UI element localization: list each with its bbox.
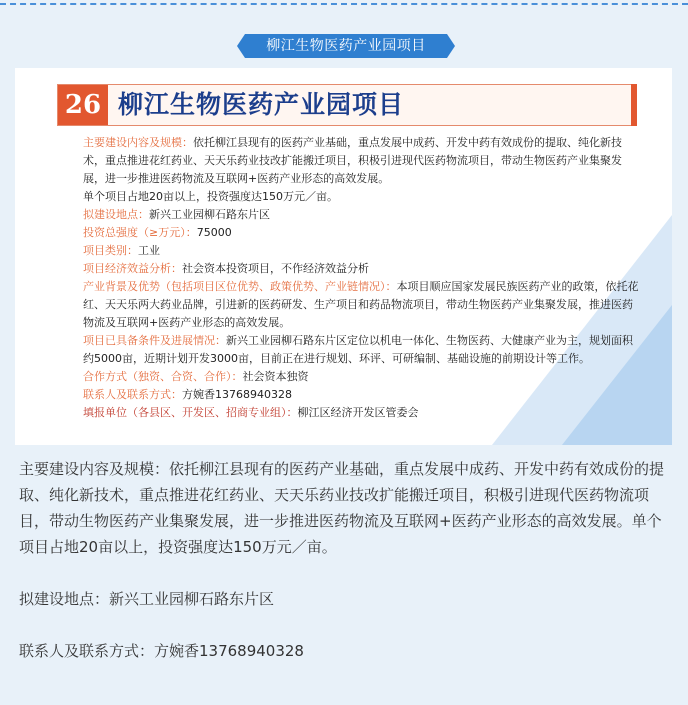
category-line xyxy=(61,242,641,260)
site-text: 新兴工业园柳石路东片区 xyxy=(149,208,270,221)
category-label: 项目类别： xyxy=(83,244,138,257)
progress-line xyxy=(61,332,641,368)
unit-text: 柳江区经济开发区管委会 xyxy=(297,406,419,419)
unit-label: 填报单位（各县区、开发区、招商专业组）： xyxy=(83,406,298,419)
paragraph-site: 拟建设地点：新兴工业园柳石路东片区 xyxy=(19,590,275,608)
scale-line xyxy=(61,188,641,206)
card-body xyxy=(61,134,641,422)
main-content-text: 依托柳江县现有的医药产业基础，重点发展中成药、开发中药有效成份的提取、纯化新技术，重点推进花红药业、天天乐药业技改扩能搬迁项目，积极引进现代医药物流项目，带动生物医药产业集聚发展，进一步推进医药物流及互联网+医药产业形态的高效发展。 xyxy=(83,136,622,185)
progress-label: 项目已具备条件及进展情况： xyxy=(83,334,226,347)
contact-line xyxy=(61,386,641,404)
benefit-text: 社会资本投资项目，不作经济效益分析 xyxy=(182,262,369,275)
dashed-divider xyxy=(0,3,688,5)
benefit-line xyxy=(61,260,641,278)
coop-text: 社会资本独资 xyxy=(242,370,309,383)
scale-text: 单个项目占地20亩以上，投资强度达150万元／亩。 xyxy=(83,190,338,203)
invest-line xyxy=(61,224,641,242)
coop-line xyxy=(61,368,641,386)
invest-text: 75000 xyxy=(196,226,232,239)
contact-label: 联系人及联系方式： xyxy=(83,388,182,401)
unit-line xyxy=(61,404,641,422)
card-header xyxy=(57,84,637,126)
site-label: 拟建设地点： xyxy=(83,208,149,221)
background-text: 本项目顺应国家发展民族医药产业的政策，依托花红、天天乐两大药业品牌，引进新的医药研发、生产项目和药品物流项目，带动生物医药产业集聚发展，推进医药物流及互联网+医药产业形态的高效发展。 xyxy=(83,280,639,329)
project-number: 26 xyxy=(58,85,108,125)
category-text: 工业 xyxy=(138,244,160,257)
paragraph-contact: 联系人及联系方式：方婉香13768940328 xyxy=(19,642,304,660)
project-card-image xyxy=(15,68,672,445)
progress-text: 新兴工业园柳石路东片区定位以机电一体化、生物医药、大健康产业为主，规划面积约5000亩，近期计划开发3000亩，目前正在进行规划、环评、可研编制、基础设施的前期设计等工作。 xyxy=(83,334,633,365)
coop-label: 合作方式（独资、合资、合作）： xyxy=(83,370,243,383)
main-content-label: 主要建设内容及规模： xyxy=(83,136,193,149)
article-text xyxy=(19,456,673,664)
paragraph-gap xyxy=(19,612,673,638)
main-content-line xyxy=(61,134,641,188)
background-label: 产业背景及优势（包括项目区位优势、政策优势、产业链情况）： xyxy=(83,280,397,293)
paragraph-gap xyxy=(19,560,673,586)
site-line xyxy=(61,206,641,224)
card-title: 柳江生物医药产业园项目 xyxy=(118,90,405,119)
contact-text: 方婉香13768940328 xyxy=(182,388,292,401)
paragraph-main-content: 主要建设内容及规模：依托柳江县现有的医药产业基础，重点发展中成药、开发中药有效成份的提取、纯化新技术，重点推进花红药业、天天乐药业技改扩能搬迁项目，积极引进现代医药物流项目，带动生物医药产业集聚发展，进一步推进医药物流及互联网+医药产业形态的高效发展。单个项目占地20亩以上，投资强度达150万元／亩。 xyxy=(19,460,665,556)
invest-label: 投资总强度（≥万元）： xyxy=(83,226,197,239)
section-title-badge: 柳江生物医药产业园项目 xyxy=(245,34,447,58)
benefit-label: 项目经济效益分析： xyxy=(83,262,182,275)
background-line xyxy=(61,278,641,332)
